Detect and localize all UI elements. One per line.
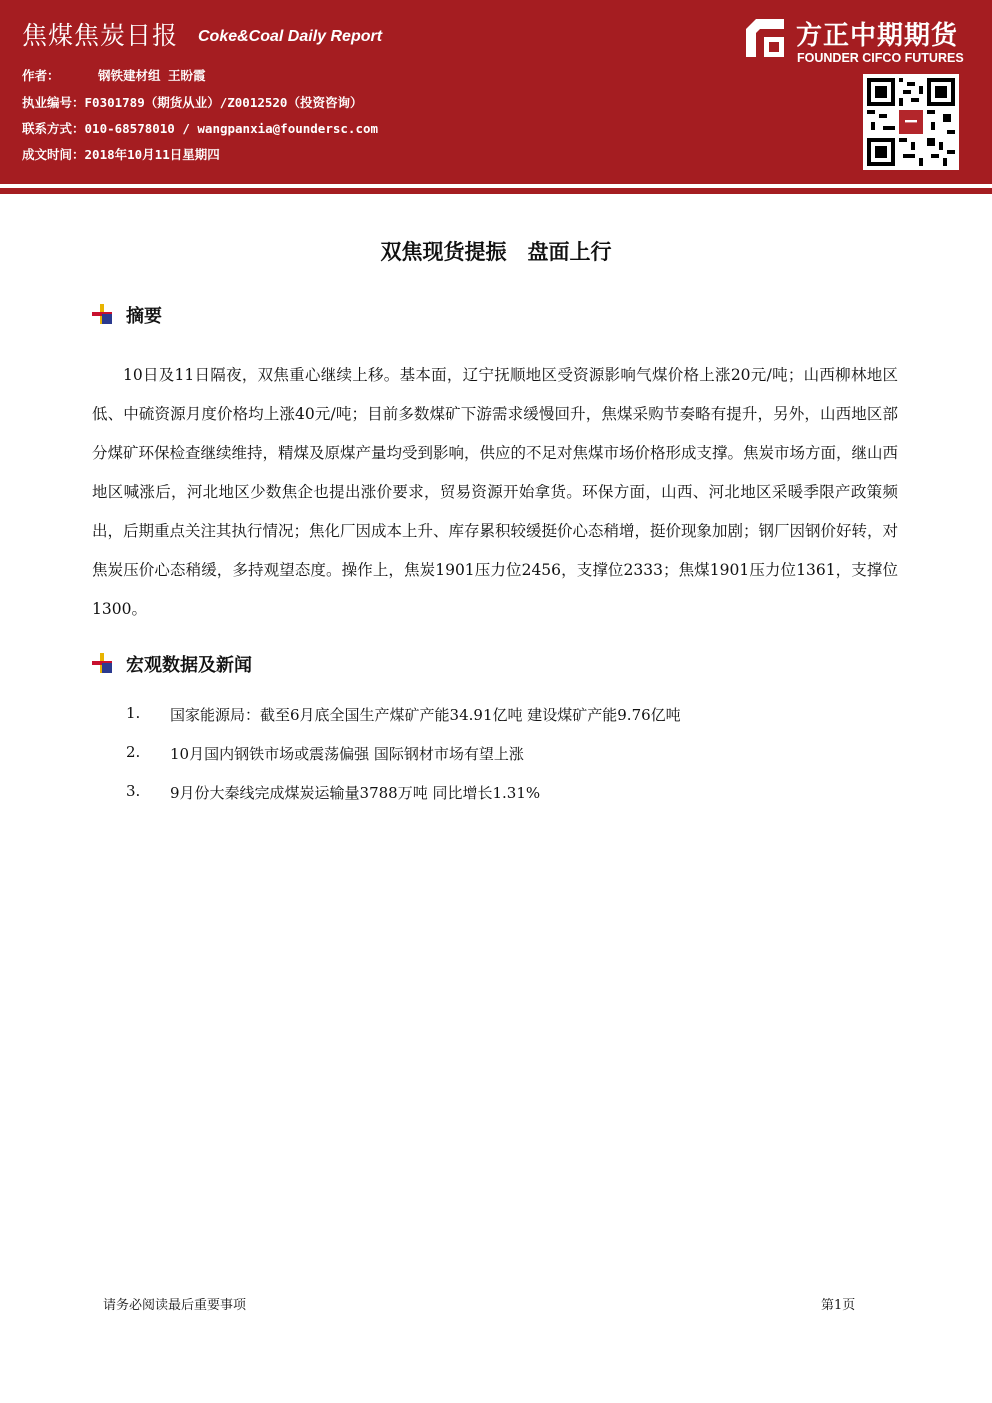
header-rule-red (0, 188, 992, 194)
news-item-number: 2. (126, 743, 141, 761)
logo-chinese-name: 方正中期期货 (796, 21, 959, 51)
report-subtitle: Coke&Coal Daily Report (198, 28, 383, 45)
document-title: 双焦现货提振 盘面上行 (380, 240, 612, 264)
contact-label: 联系方式： (22, 121, 85, 136)
author-label: 作者： (22, 68, 60, 83)
summary-title: 摘要 (126, 306, 162, 327)
summary-paragraph: 10日及11日隔夜，双焦重心继续上移。基本面，辽宁抚顺地区受资源影响气煤价格上涨20元/吨；山西柳林地区低、中硫资源月度价格均上涨40元/吨；目前多数煤矿下游需求缓慢回升，焦煤采购节奏略有提升，另外，山西地区部分煤矿环保检查继续维持，精煤及原煤产量均受到影响，供应的不足对焦煤市场价格形成支撑。焦炭市场方面，继山西地区喊涨后，河北地区少数焦企也提出涨价要求，贸易资源开始拿货。环保方面，山西、河北地区采暖季限产政策频出，后期重点关注其执行情况；焦化厂因成本上升、库存累积较缓挺价心态稍增，挺价现象加剧；钢厂因钢价好转，对焦炭压价心态稍缓，多持观望态度。操作上，焦炭1901压力位2456，支撑位2333；焦煤1901压力位1361，支撑位1300。 (92, 366, 899, 618)
section-bullet-icon (92, 304, 112, 324)
license-label: 执业编号： (22, 95, 85, 110)
page-number: 第1页 (821, 1298, 856, 1313)
date-value: 2018年10月11日星期四 (84, 147, 220, 162)
report-header (0, 0, 992, 184)
news-item-text: 9月份大秦线完成煤炭运输量3788万吨 同比增长1.31% (170, 784, 541, 802)
contact-value: 010-68578010 / wangpanxia@foundersc.com (84, 121, 379, 136)
license-line (22, 93, 362, 111)
qr-code-icon (863, 74, 959, 170)
report-title: 焦煤焦炭日报 (22, 21, 179, 50)
license-value: F0301789（期货从业）/Z0012520（投资咨询） (84, 95, 363, 110)
footer-notice: 请务必阅读最后重要事项 (103, 1298, 247, 1313)
news-item-number: 1. (126, 704, 141, 722)
logo-english-name: FOUNDER CIFCO FUTURES (797, 51, 964, 65)
contact-line (22, 119, 378, 137)
header-rule-white (0, 184, 992, 187)
founder-logo-icon (742, 15, 788, 61)
news-item-text: 国家能源局：截至6月底全国生产煤矿产能34.91亿吨 建设煤矿产能9.76亿吨 (170, 706, 681, 724)
news-item-text: 10月国内钢铁市场或震荡偏强 国际钢材市场有望上涨 (170, 745, 524, 763)
news-title: 宏观数据及新闻 (126, 655, 252, 676)
section-bullet-icon (92, 653, 112, 673)
company-logo (742, 15, 978, 67)
author-value: 钢铁建材组 王盼霞 (98, 68, 206, 83)
date-line (22, 145, 220, 163)
date-label: 成文时间： (22, 147, 85, 162)
author-line (22, 66, 206, 84)
news-item-number: 3. (126, 782, 141, 800)
